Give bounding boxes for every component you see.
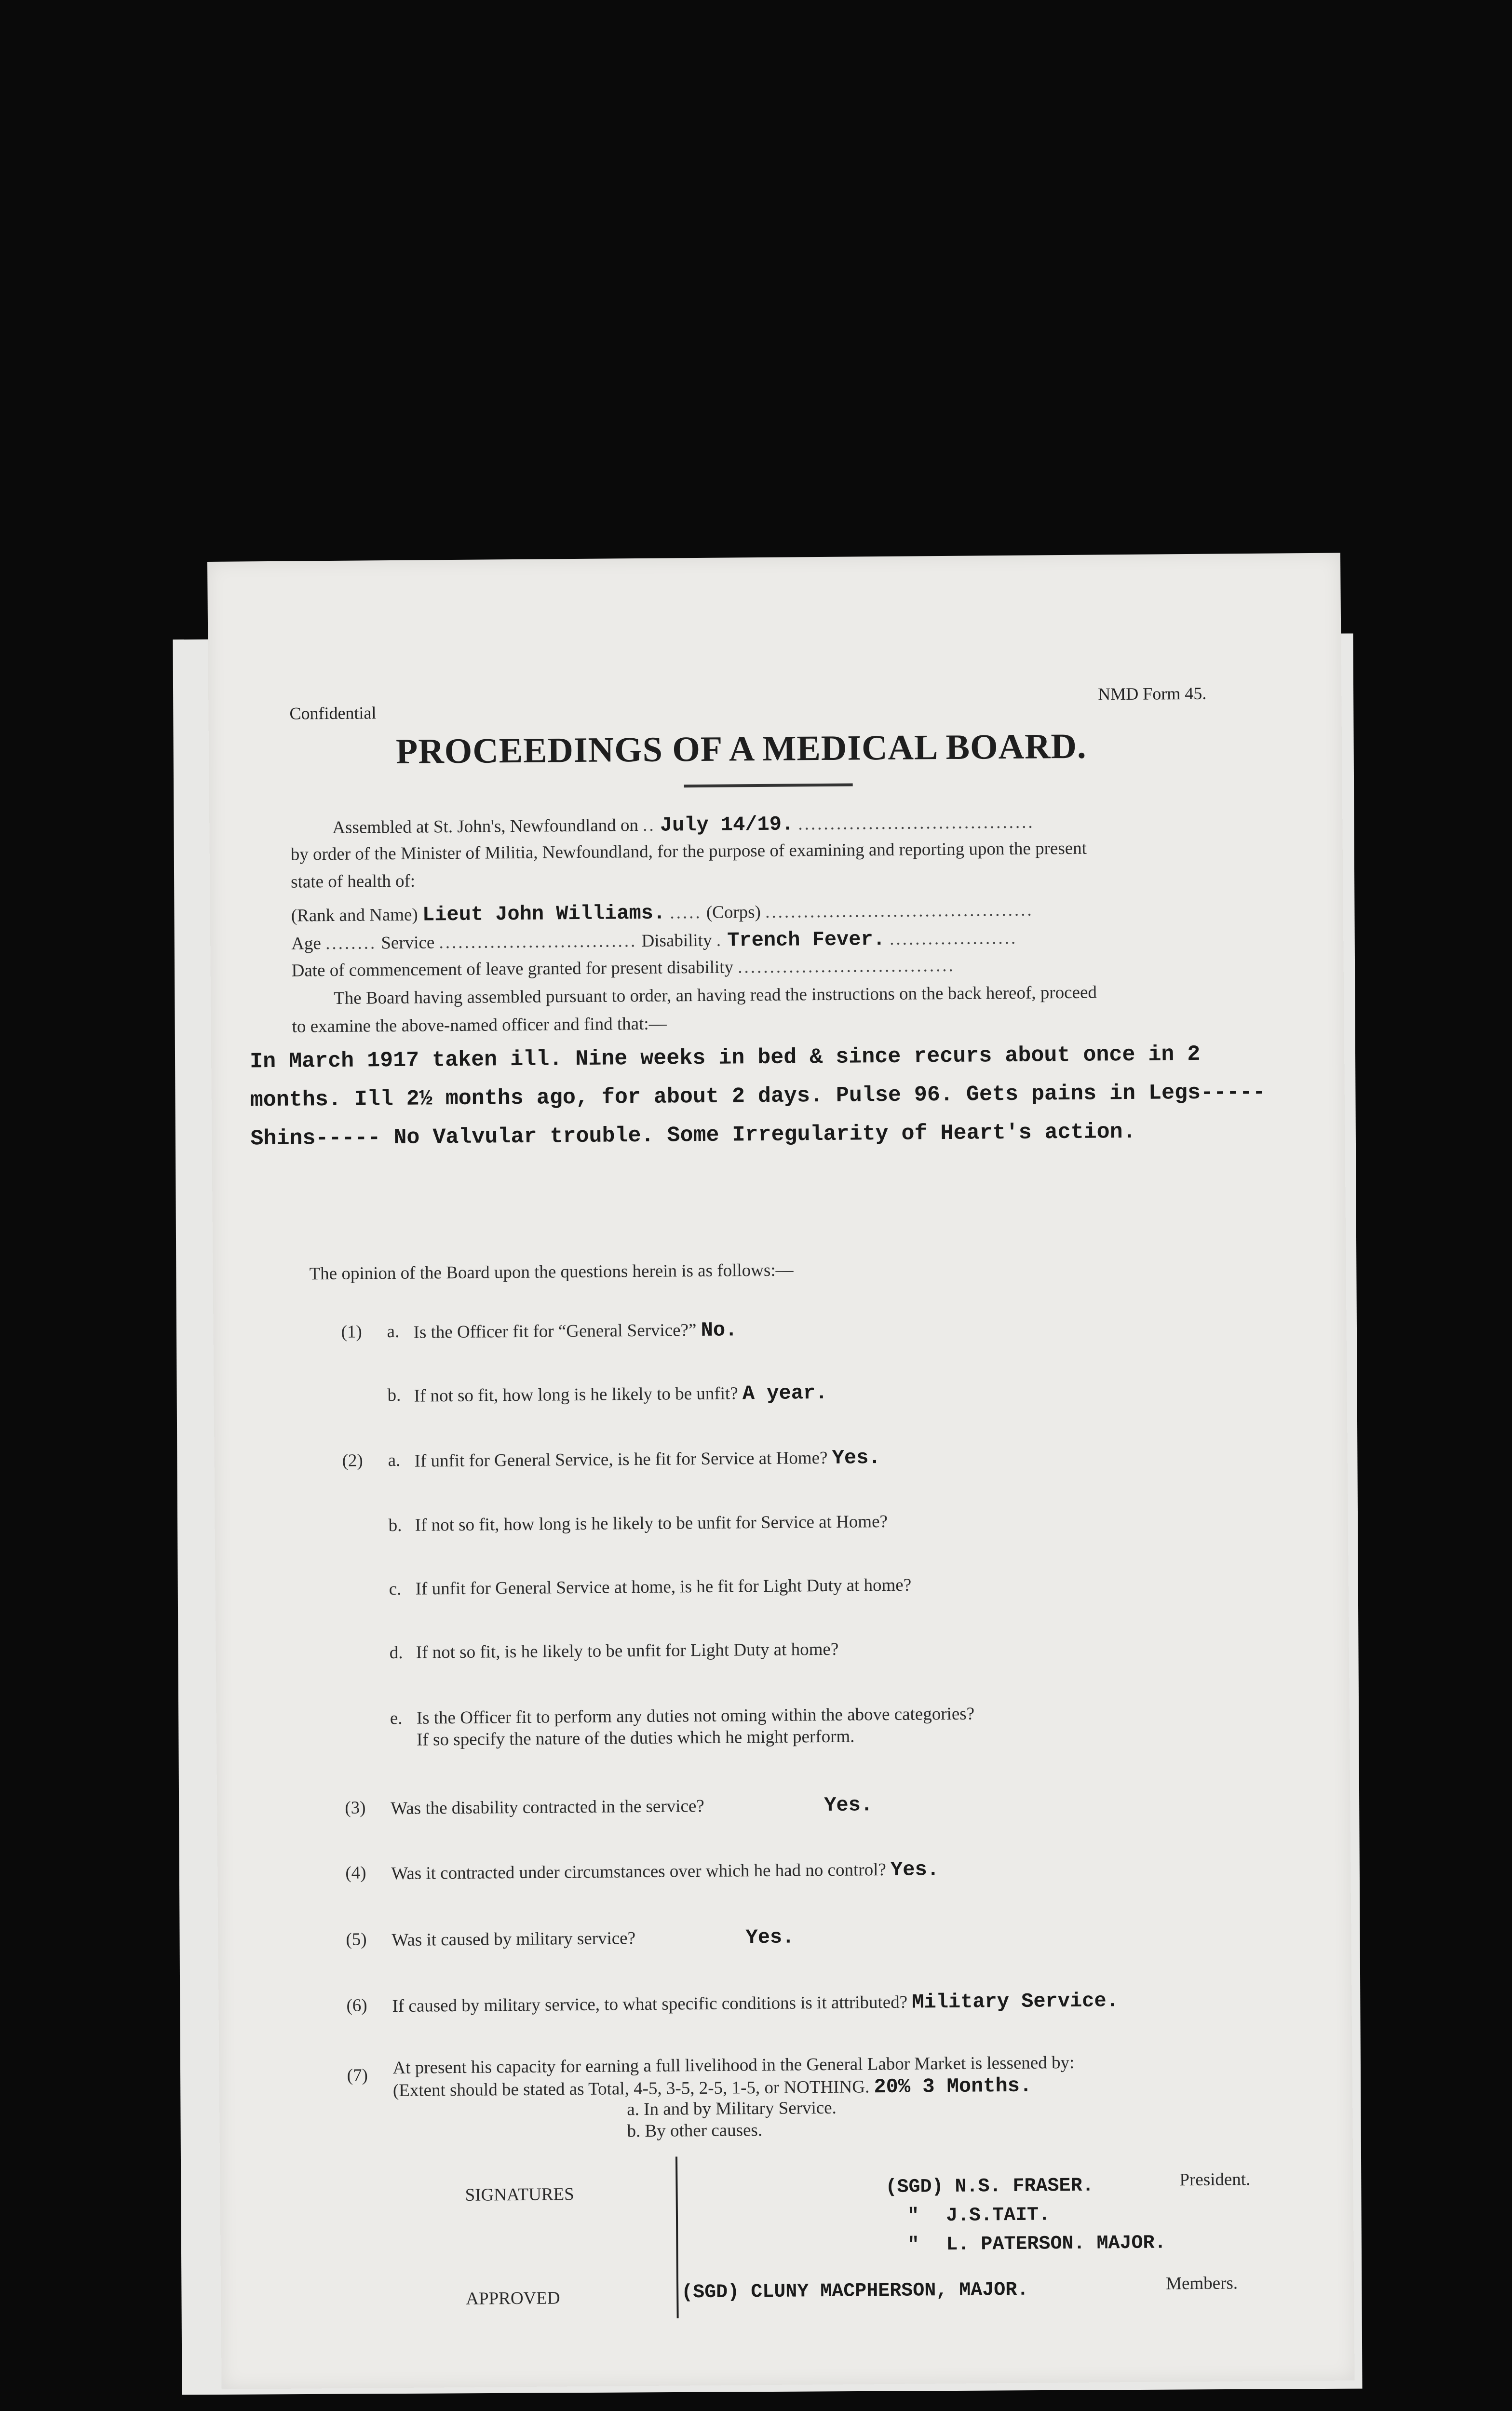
leave-label: Date of commencement of leave granted for present disability — [291, 957, 734, 981]
order-line: by order of the Minister of Militia, Newfoundland, for the purpose of examining and reporting upon the present — [290, 838, 1087, 865]
question-5-text: Was it caused by military service? — [392, 1928, 636, 1950]
question-2d: If not so fit, is he likely to be unfit for Light Duty at home? — [416, 1639, 839, 1663]
rank-name-row: (Rank and Name) Lieut John Williams. ..... (Corps) .......................................... — [291, 900, 1034, 927]
assembled-line: Assembled at St. John's, Newfoundland on .. July 14/19. ..................................... — [332, 812, 1035, 838]
q1-number: (1) — [341, 1322, 362, 1342]
signatures-label: SIGNATURES — [465, 2184, 574, 2205]
q2b-letter: b. — [388, 1515, 402, 1536]
q7-number: (7) — [347, 2065, 368, 2086]
answer-7: 20% 3 Months. — [874, 2074, 1032, 2099]
question-2c: If unfit for General Service at home, is he fit for Light Duty at home? — [415, 1575, 912, 1599]
question-3-text: Was the disability contracted in the service? — [391, 1796, 704, 1819]
rank-name-label: (Rank and Name) — [291, 905, 418, 926]
question-7b: b. By other causes. — [627, 2120, 763, 2141]
assembled-prefix: Assembled at St. John's, Newfoundland on — [332, 815, 639, 838]
answer-3: Yes. — [824, 1793, 873, 1817]
board-line-2: to examine the above-named officer and find that:— — [292, 1014, 667, 1037]
signature-brace — [675, 2156, 679, 2318]
q2c-letter: c. — [389, 1579, 402, 1599]
finding-line: In March 1917 taken ill. Nine weeks in bed & since recurs about once in 2 — [249, 1042, 1201, 1074]
disability-value: Trench Fever. — [727, 927, 886, 952]
age-label: Age — [291, 934, 322, 954]
q2a-letter: a. — [388, 1450, 401, 1471]
approved-label: APPROVED — [466, 2288, 560, 2309]
signature-2: J.S.TAIT. — [945, 2204, 1051, 2227]
question-6-text: If caused by military service, to what specific conditions is it attributed? — [392, 1992, 908, 2017]
signature-1: (SGD) N.S. FRASER. — [885, 2175, 1094, 2199]
question-4 — [391, 1858, 939, 1885]
title-underline — [684, 784, 853, 788]
signature-3: L. PATERSON. MAJOR. — [946, 2232, 1166, 2256]
question-4-text: Was it contracted under circumstances over which he had no control? — [391, 1860, 886, 1884]
page-title: PROCEEDINGS OF A MEDICAL BOARD. — [395, 726, 1087, 772]
q5-number: (5) — [346, 1929, 367, 1950]
q6-number: (6) — [346, 1995, 367, 2016]
q2e-letter: e. — [390, 1708, 403, 1729]
form-number: NMD Form 45. — [1098, 683, 1207, 704]
answer-2a: Yes. — [832, 1446, 881, 1470]
president-label: President. — [1179, 2169, 1251, 2190]
signature-3-ditto: " — [907, 2234, 919, 2256]
leave-row: Date of commencement of leave granted for present disability .................................. — [291, 955, 955, 981]
question-7-instructions: (Extent should be stated as Total, 4-5, 3-5, 2-5, 1-5, or NOTHING. — [392, 2077, 870, 2101]
question-1a-text: Is the Officer fit for “General Service?” — [413, 1320, 697, 1342]
q1a-letter: a. — [387, 1321, 400, 1342]
finding-line: Shins----- No Valvular trouble. Some Irregularity of Heart's action. — [250, 1119, 1136, 1151]
signature-2-ditto: " — [907, 2205, 919, 2227]
meeting-date: July 14/19. — [660, 813, 794, 837]
answer-1a: No. — [701, 1318, 738, 1342]
question-7a: a. In and by Military Service. — [627, 2098, 837, 2120]
question-5 — [392, 1926, 794, 1952]
q3-number: (3) — [345, 1798, 366, 1818]
opinion-intro: The opinion of the Board upon the questions herein is as follows:— — [309, 1260, 794, 1284]
question-1b — [414, 1382, 827, 1408]
question-2e-line2: If so specify the nature of the duties which he might perform. — [417, 1726, 855, 1750]
answer-1b: A year. — [742, 1381, 828, 1406]
q4-number: (4) — [345, 1863, 366, 1883]
question-1a — [413, 1318, 737, 1344]
question-2a-text: If unfit for General Service, is he fit for Service at Home? — [414, 1448, 828, 1471]
age-service-row: Age ........ Service ............................... Disability . Trench Fever. .................... — [291, 927, 1018, 954]
disability-label: Disability — [641, 930, 712, 951]
q2d-letter: d. — [389, 1642, 403, 1663]
question-1b-text: If not so fit, how long is he likely to be unfit? — [414, 1383, 738, 1406]
board-line-1: The Board having assembled pursuant to order, an having read the instructions on the back hereof, proceed — [333, 982, 1097, 1008]
approved-signature: (SGD) CLUNY MACPHERSON, MAJOR. — [681, 2279, 1029, 2304]
rank-name-value: Lieut John Williams. — [422, 901, 666, 927]
q2-number: (2) — [342, 1450, 363, 1471]
state-line: state of health of: — [291, 871, 416, 892]
question-3 — [391, 1793, 873, 1820]
corps-label: (Corps) — [706, 902, 761, 922]
answer-6: Military Service. — [912, 1989, 1119, 2014]
medical-board-form — [207, 553, 1355, 2389]
question-6 — [392, 1989, 1119, 2018]
question-2b: If not so fit, how long is he likely to be unfit for Service at Home? — [415, 1511, 888, 1535]
q1b-letter: b. — [387, 1385, 401, 1406]
answer-4: Yes. — [890, 1858, 940, 1882]
confidential-label: Confidential — [289, 703, 377, 723]
finding-line: months. Ill 2½ months ago, for about 2 days. Pulse 96. Gets pains in Legs----- — [250, 1080, 1266, 1113]
question-7-line1: At present his capacity for earning a full livelihood in the General Labor Market is lessened by: — [392, 2052, 1075, 2078]
answer-5: Yes. — [745, 1925, 795, 1950]
question-2a — [414, 1446, 880, 1473]
question-2e-line1: Is the Officer fit to perform any duties not oming within the above categories? — [416, 1704, 975, 1728]
members-label: Members. — [1165, 2273, 1238, 2294]
service-label: Service — [381, 933, 435, 953]
